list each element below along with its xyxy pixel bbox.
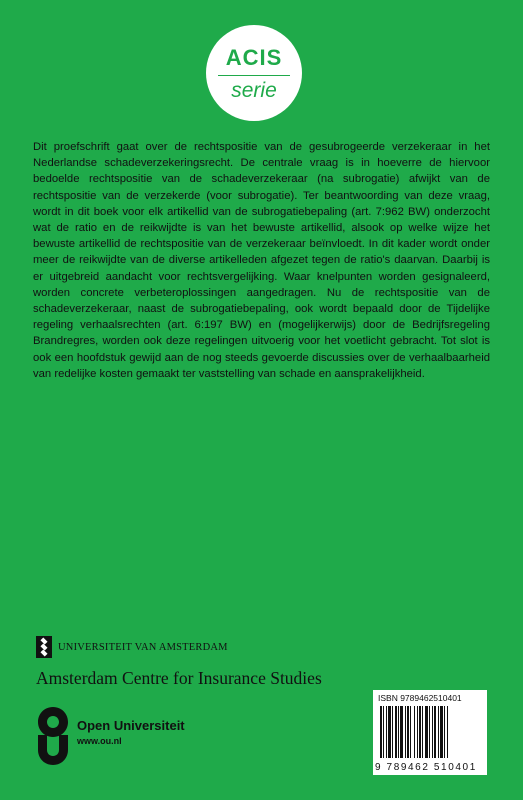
description-text: Dit proefschrift gaat over de rechtspositie van de gesubrogeerde verzekeraar in het Nederlandse schadeverzekeringsrecht. De centrale vraag is in hoeverre de hiervoor bedoelde rechtspositie van de schadeverzekeraar (na subrogatie) afwijkt van de rechtspositie van de verzekerde (voor subrogatie). Ter beantwoording van deze vraag, wordt in dit boek voor elk artikellid van de subrogatiebepaling (art. 7:962 BW) onderzocht wat de ratio en de reikwijdte is van het bewuste artikellid, alsook op welke wijze het bewuste artikellid de rechtspositie van de verzekeraar beïnvloedt. In dit kader wordt onder meer de reikwijdte van de diverse artikelleden afgezet tegen de ratio's daarvan. Daarbij is er uitgebreid aandacht voor rechtsvergelijking. Waar knelpunten worden gesignaleerd, worden concrete verbeteroplossingen aangedragen. Nu de rechtspositie van de schadeverzekeraar, naast de subrogatiebepaling, ook wordt bepaald door de Tijdelijke regeling verhaalsrechten (art. 6:197 BW) en (mogelijkerwijs) door de Bedrijfsregeling Brandregres, worden ook deze regelingen uitvoerig voor het voetlicht gebracht. Tot slot is ook een hoofdstuk gewijd aan de nog steeds gevoerde discussies over de verhaalbaarheid van redelijke kosten gemaakt ter vaststelling van schade en aansprakelijkheid. [33, 141, 490, 380]
uva-crosses-icon [36, 636, 52, 658]
isbn-label: ISBN 9789462510401 [378, 693, 462, 703]
isbn-barcode [373, 690, 487, 775]
centre-title: Amsterdam Centre for Insurance Studies [36, 668, 322, 688]
uva-name: UNIVERSITEIT VAN AMSTERDAM [58, 641, 228, 653]
barcode-icon [380, 706, 480, 758]
ou-logo-icon [36, 705, 70, 767]
badge-subtitle: serie [231, 79, 277, 102]
isbn-digits: 9 789462 510401 [375, 762, 477, 773]
ou-name: Open Universiteit [77, 718, 185, 733]
uva-publisher [36, 636, 228, 658]
badge-divider [218, 75, 290, 76]
acis-badge [206, 25, 302, 121]
badge-title: ACIS [225, 45, 283, 70]
ou-url: www.ou.nl [77, 736, 122, 746]
